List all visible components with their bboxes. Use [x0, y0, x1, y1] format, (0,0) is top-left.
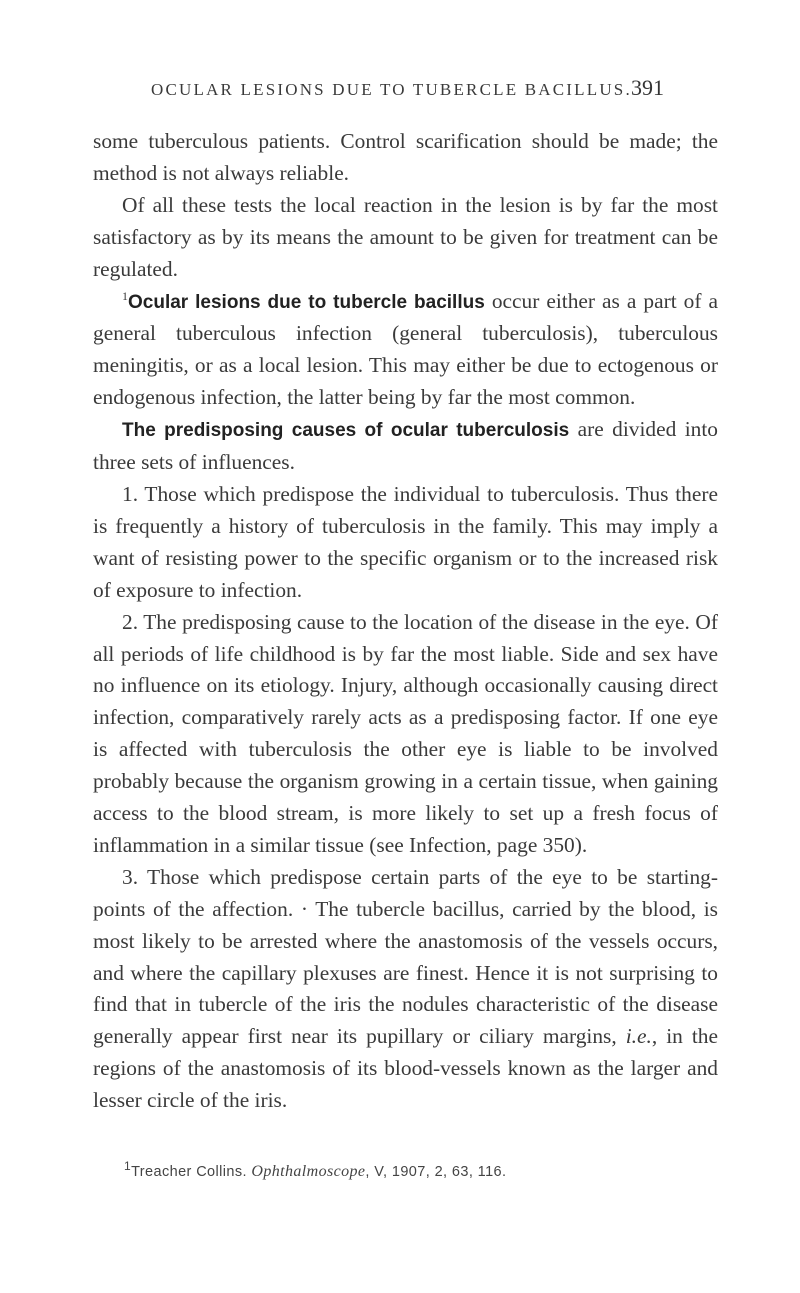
- paragraph-text: are divided into three sets of influences.: [93, 417, 718, 475]
- paragraph: some tuberculous patients. Control scarification should be made; the method is not always reliable.: [93, 129, 718, 185]
- page-number: 391: [631, 75, 664, 100]
- paragraph: [93, 862, 718, 1117]
- paragraph: [93, 414, 718, 479]
- paragraph-text: occur either as a part of a general tuberculous infection (general tuberculosis), tuberculous meningitis, or as a local lesion. This may either be due to ectogenous or endogenous infection, the latter being by far the most common.: [93, 288, 719, 410]
- footnote-journal: Ophthalmoscope: [251, 1163, 366, 1180]
- italic-abbreviation: i.e.: [625, 1024, 652, 1049]
- body-text: [93, 126, 718, 1117]
- running-title: OCULAR LESIONS DUE TO TUBERCLE BACILLUS.: [151, 80, 632, 99]
- paragraph: Of all these tests the local reaction in the lesion is by far the most satisfactory as by its means the amount to be given for treatment can be regulated.: [93, 192, 718, 281]
- footnote: [124, 1159, 724, 1181]
- footnote-citation: , V, 1907, 2, 63, 116.: [365, 1164, 507, 1180]
- footnote-author: Treacher Collins.: [131, 1164, 247, 1180]
- paragraph-text: , in the regions of the anastomosis of its blood-vessels known as the larger and lesser circle of the iris.: [93, 1024, 718, 1113]
- paragraph: 2. The predisposing cause to the location of the disease in the eye. Of all periods of life childhood is by far the most liable. Side and sex have no influence on its etiology. Injury, although occasionally causing direct infection, comparatively rarely acts as a predisposing factor. If one eye is affected with tuberculosis the other eye is liable to be involved probably because the organism growing in a certain tissue, when gaining access to the blood stream, is more likely to set up a fresh focus of inflammation in a similar tissue (see Infection, page 350).: [93, 609, 718, 857]
- bold-heading: The predisposing causes of ocular tuberculosis: [122, 420, 570, 442]
- footnote-reference: 1: [122, 288, 128, 303]
- paragraph-text: 3. Those which predispose certain parts of the eye to be starting-points of the affection. · The tubercle bacillus, carried by the blood, is most likely to be arrested where the anastomosis of the vessels occurs, and where the capillary plexuses are finest. Hence it is not surprising to find that in tubercle of the iris the nodules characteristic of the disease generally appear first near its pupillary or ciliary margins,: [93, 864, 718, 1049]
- bold-heading: Ocular lesions due to tubercle bacillus: [128, 291, 485, 313]
- paragraph: [93, 286, 718, 415]
- footnote-mark: 1: [124, 1159, 132, 1174]
- paragraph: 1. Those which predispose the individual to tuberculosis. Thus there is frequently a history of tuberculosis in the family. This may imply a want of resisting power to the specific organism or to the increased risk of exposure to infection.: [93, 481, 718, 602]
